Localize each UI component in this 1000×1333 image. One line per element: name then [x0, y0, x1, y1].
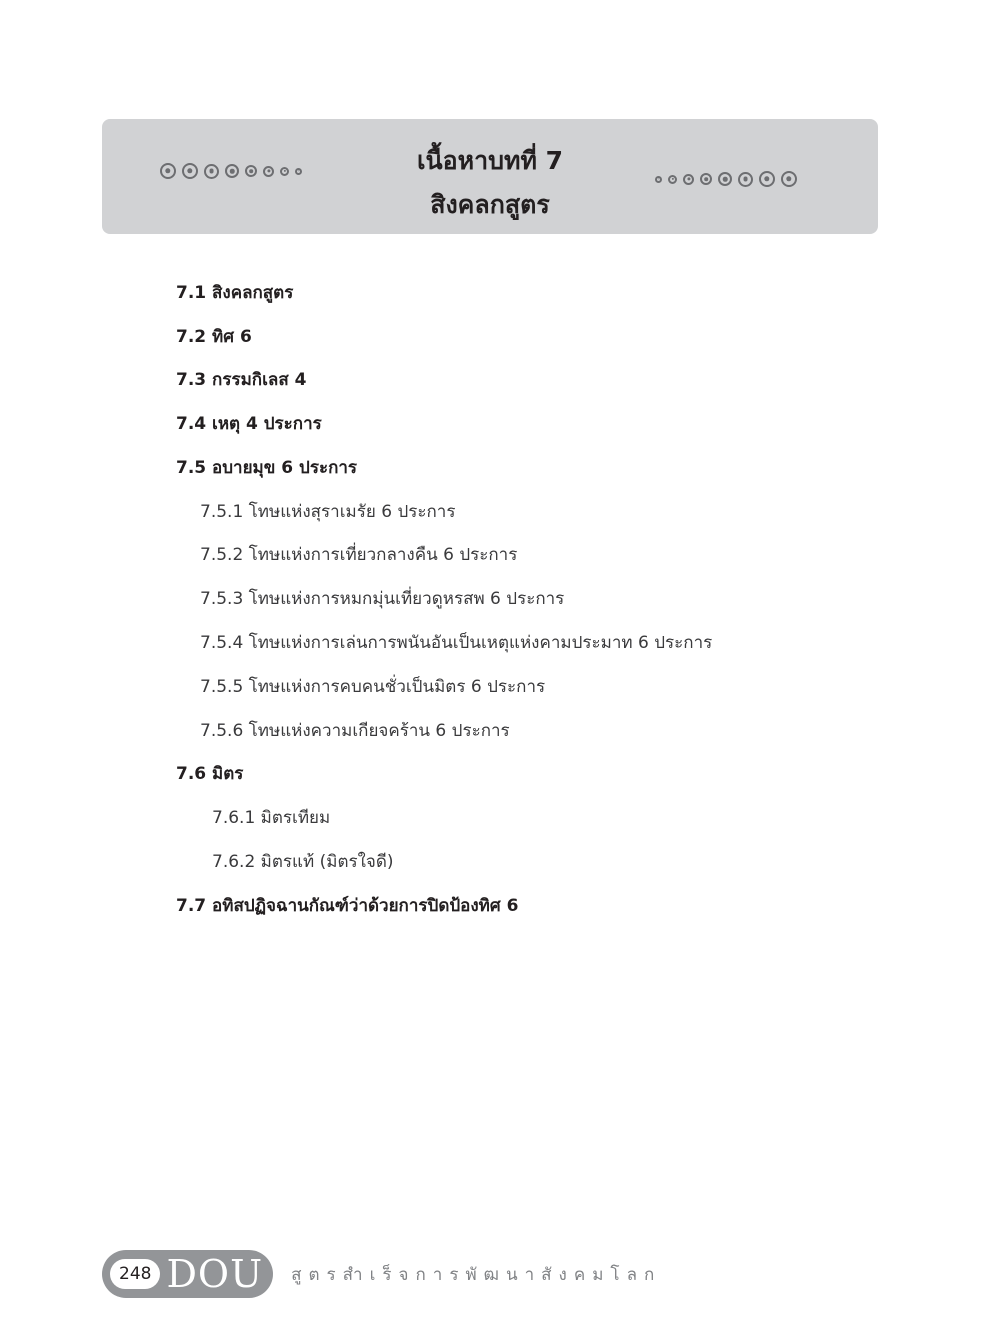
toc-item: 7.5 อบายมุข 6 ประการ	[176, 458, 358, 478]
chapter-title-line1: เนื้อหาบทที่ 7	[416, 146, 564, 175]
toc-subitem: 7.5.2 โทษแห่งการเที่ยวกลางคืน 6 ประการ	[200, 545, 518, 565]
circle-dot-icon	[759, 171, 775, 187]
toc-item: 7.2 ทิศ 6	[176, 327, 252, 347]
page-footer	[102, 1250, 661, 1298]
toc-subitem: 7.6.1 มิตรเทียม	[212, 808, 331, 828]
footer-badge	[102, 1250, 273, 1298]
toc-item: 7.4 เหตุ 4 ประการ	[176, 414, 322, 434]
circle-dot-icon	[781, 171, 797, 187]
toc-subitem: 7.5.6 โทษแห่งความเกียจคร้าน 6 ประการ	[200, 721, 510, 741]
toc-item: 7.7 อทิสปฏิจฉานกัณฑ์ว่าด้วยการปิดป้องทิศ 6	[176, 896, 519, 916]
toc-item: 7.1 สิงคลกสูตร	[176, 283, 294, 303]
toc-subitem: 7.6.2 มิตรแท้ (มิตรใจดี)	[212, 852, 394, 872]
circle-dot-icon	[738, 172, 753, 187]
decorative-dots-right	[655, 171, 803, 187]
book-title: สูตรสำเร็จการพัฒนาสังคมโลก	[291, 1264, 662, 1285]
chapter-header-box	[102, 119, 878, 234]
toc-subitem: 7.5.1 โทษแห่งสุราเมรัย 6 ประการ	[200, 502, 456, 522]
toc-item: 7.6 มิตร	[176, 764, 244, 784]
circle-dot-icon	[718, 172, 732, 186]
circle-dot-icon	[683, 174, 694, 185]
brand-logo: DOU	[166, 1252, 264, 1296]
toc-item: 7.3 กรรมกิเลส 4	[176, 370, 307, 390]
toc-subitem: 7.5.4 โทษแห่งการเล่นการพนันอันเป็นเหตุแห่งคามประมาท 6 ประการ	[200, 633, 713, 653]
circle-dot-icon	[668, 175, 677, 184]
circle-dot-icon	[700, 173, 712, 185]
circle-dot-icon	[655, 176, 662, 183]
page-number: 248	[110, 1259, 160, 1289]
toc-subitem: 7.5.3 โทษแห่งการหมกมุ่นเที่ยวดูหรสพ 6 ประการ	[200, 589, 565, 609]
chapter-title-line2: สิงคลกสูตร	[430, 190, 550, 219]
toc-subitem: 7.5.5 โทษแห่งการคบคนชั่วเป็นมิตร 6 ประการ	[200, 677, 546, 697]
